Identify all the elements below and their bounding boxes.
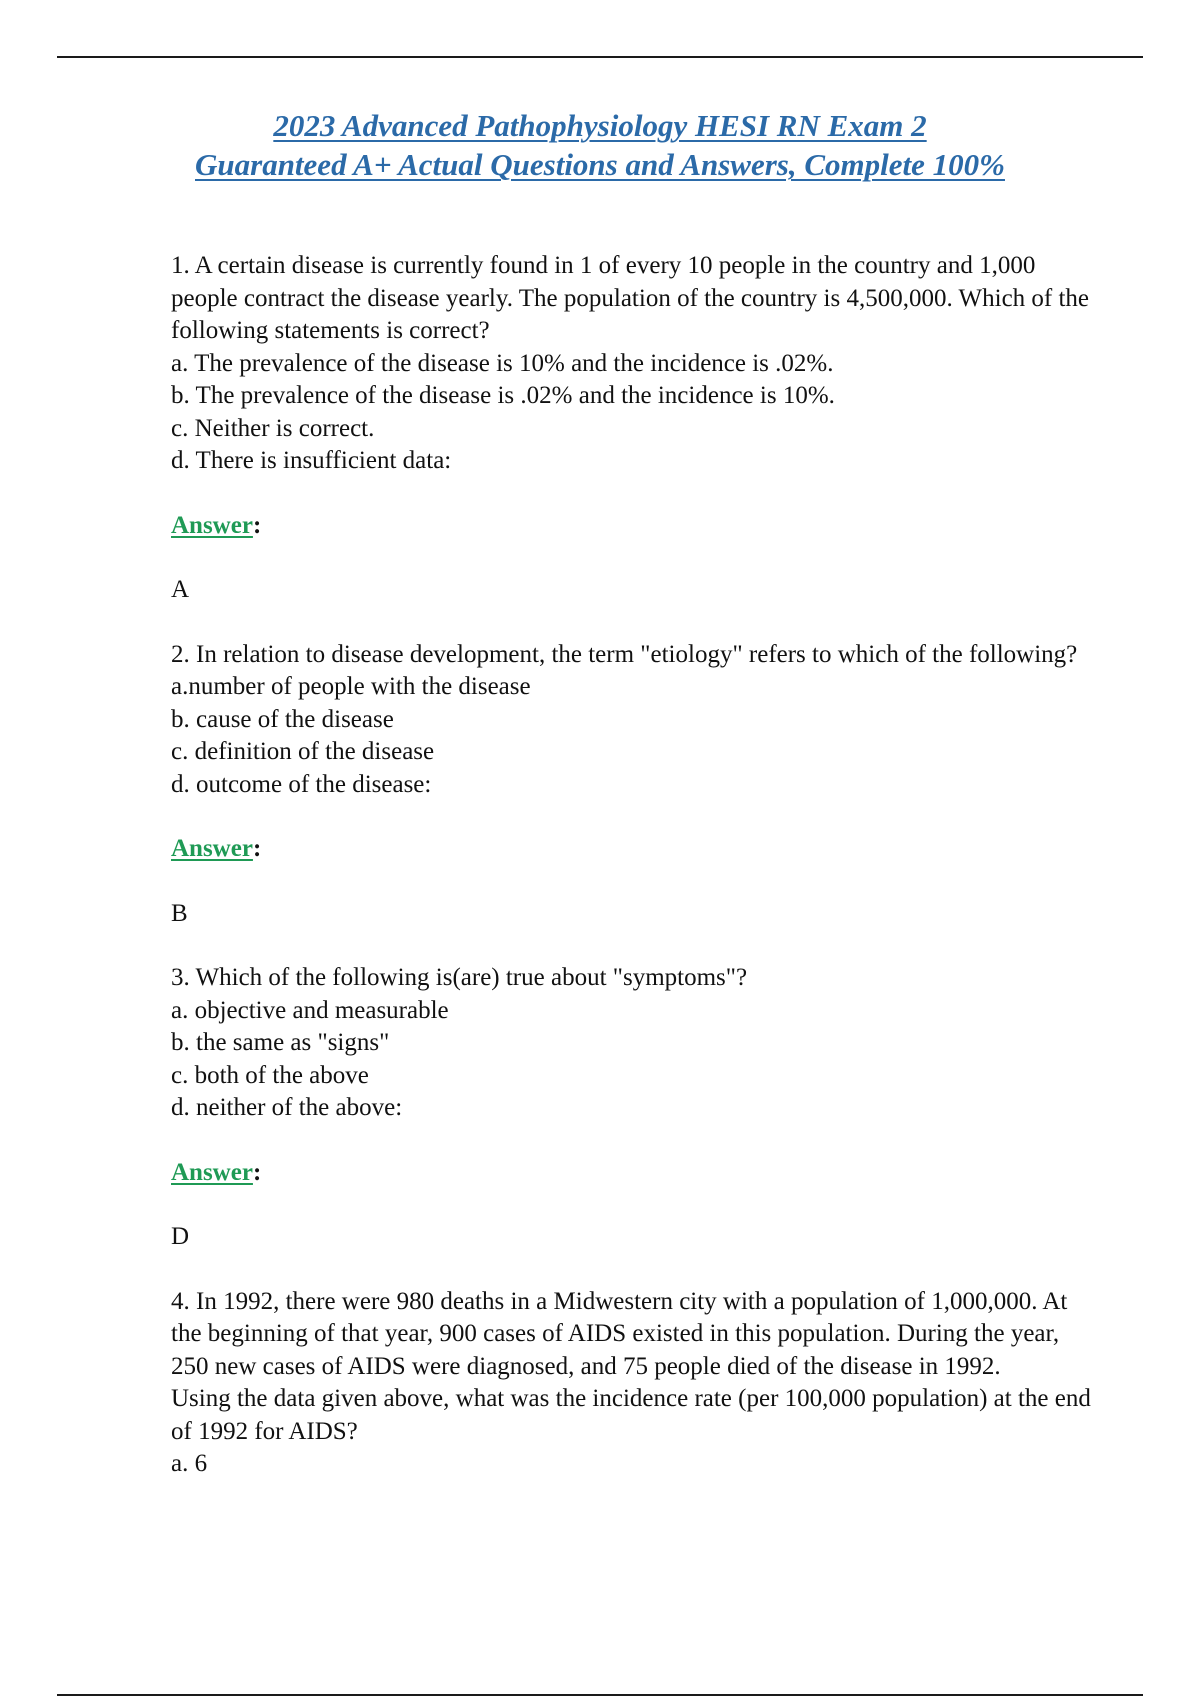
header-rule <box>57 56 1143 58</box>
answer-value: D <box>171 1223 190 1250</box>
question-stem-continued: Using the data given above, what was the incidence rate (per 100,000 population) at the end of 1992 for AIDS? <box>171 1385 1091 1445</box>
question-stem: 4. In 1992, there were 980 deaths in a Midwestern city with a population of 1,000,000. At the beginning of that year, 900 cases of AIDS existed in this population. During the year, 250 new cases of AIDS were diagnosed, and 75 people died of the disease in 1992. <box>171 1287 1068 1380</box>
option-list <box>171 1448 1101 1481</box>
option-a: a.number of people with the disease <box>171 673 531 700</box>
answer-colon: : <box>252 511 262 539</box>
option-list <box>171 995 1101 1125</box>
answer-colon: : <box>252 835 262 862</box>
question-list <box>171 250 1101 1481</box>
option-c: c. definition of the disease <box>171 738 435 765</box>
option-d: d. There is insufficient data: <box>171 447 452 474</box>
option-b: b. The prevalence of the disease is .02% and the incidence is 10%. <box>171 382 835 409</box>
question-stem: 1. A certain disease is currently found in 1 of every 10 people in the country and 1,000 people contract the disease yearly. The population of the country is 4,500,000. Which of the following statements is correct? <box>171 252 1090 344</box>
option-b: b. the same as "signs" <box>171 1029 390 1056</box>
title-line-1: 2023 Advanced Pathophysiology HESI RN Exam 2 <box>273 108 927 143</box>
option-c: c. both of the above <box>171 1061 369 1089</box>
question-stem: 3. Which of the following is(are) true about "symptoms"? <box>171 964 748 991</box>
document-title <box>0 106 1200 184</box>
answer-word: Answer <box>171 835 253 862</box>
question-spacer <box>171 930 1101 962</box>
answer-value: B <box>171 899 188 927</box>
title-line-2: Guaranteed A+ Actual Questions and Answers, Complete 100% <box>195 147 1005 182</box>
option-list <box>171 671 1101 801</box>
option-b: b. cause of the disease <box>171 705 394 733</box>
answer-label <box>171 833 1101 866</box>
option-c: c. Neither is correct. <box>171 414 375 442</box>
question-2 <box>171 639 1101 931</box>
option-a: a. objective and measurable <box>171 996 449 1024</box>
option-d: d. neither of the above: <box>171 1094 403 1121</box>
question-stem: 2. In relation to disease development, the term "etiology" refers to which of the following? <box>171 640 1078 668</box>
answer-label <box>171 510 1101 543</box>
answer-colon: : <box>252 1158 262 1186</box>
option-d: d. outcome of the disease: <box>171 770 432 798</box>
question-1 <box>171 250 1101 607</box>
answer-word: Answer <box>171 511 253 539</box>
question-spacer <box>171 607 1101 639</box>
question-spacer <box>171 1254 1101 1286</box>
question-3 <box>171 962 1101 1254</box>
answer-label <box>171 1157 1101 1190</box>
option-a: a. 6 <box>171 1450 208 1477</box>
option-a: a. The prevalence of the disease is 10% and the incidence is .02%. <box>171 349 834 377</box>
option-list <box>171 348 1101 478</box>
footer-rule <box>57 1694 1143 1696</box>
answer-word: Answer <box>171 1158 253 1186</box>
answer-value: A <box>171 576 190 603</box>
question-4 <box>171 1286 1101 1481</box>
